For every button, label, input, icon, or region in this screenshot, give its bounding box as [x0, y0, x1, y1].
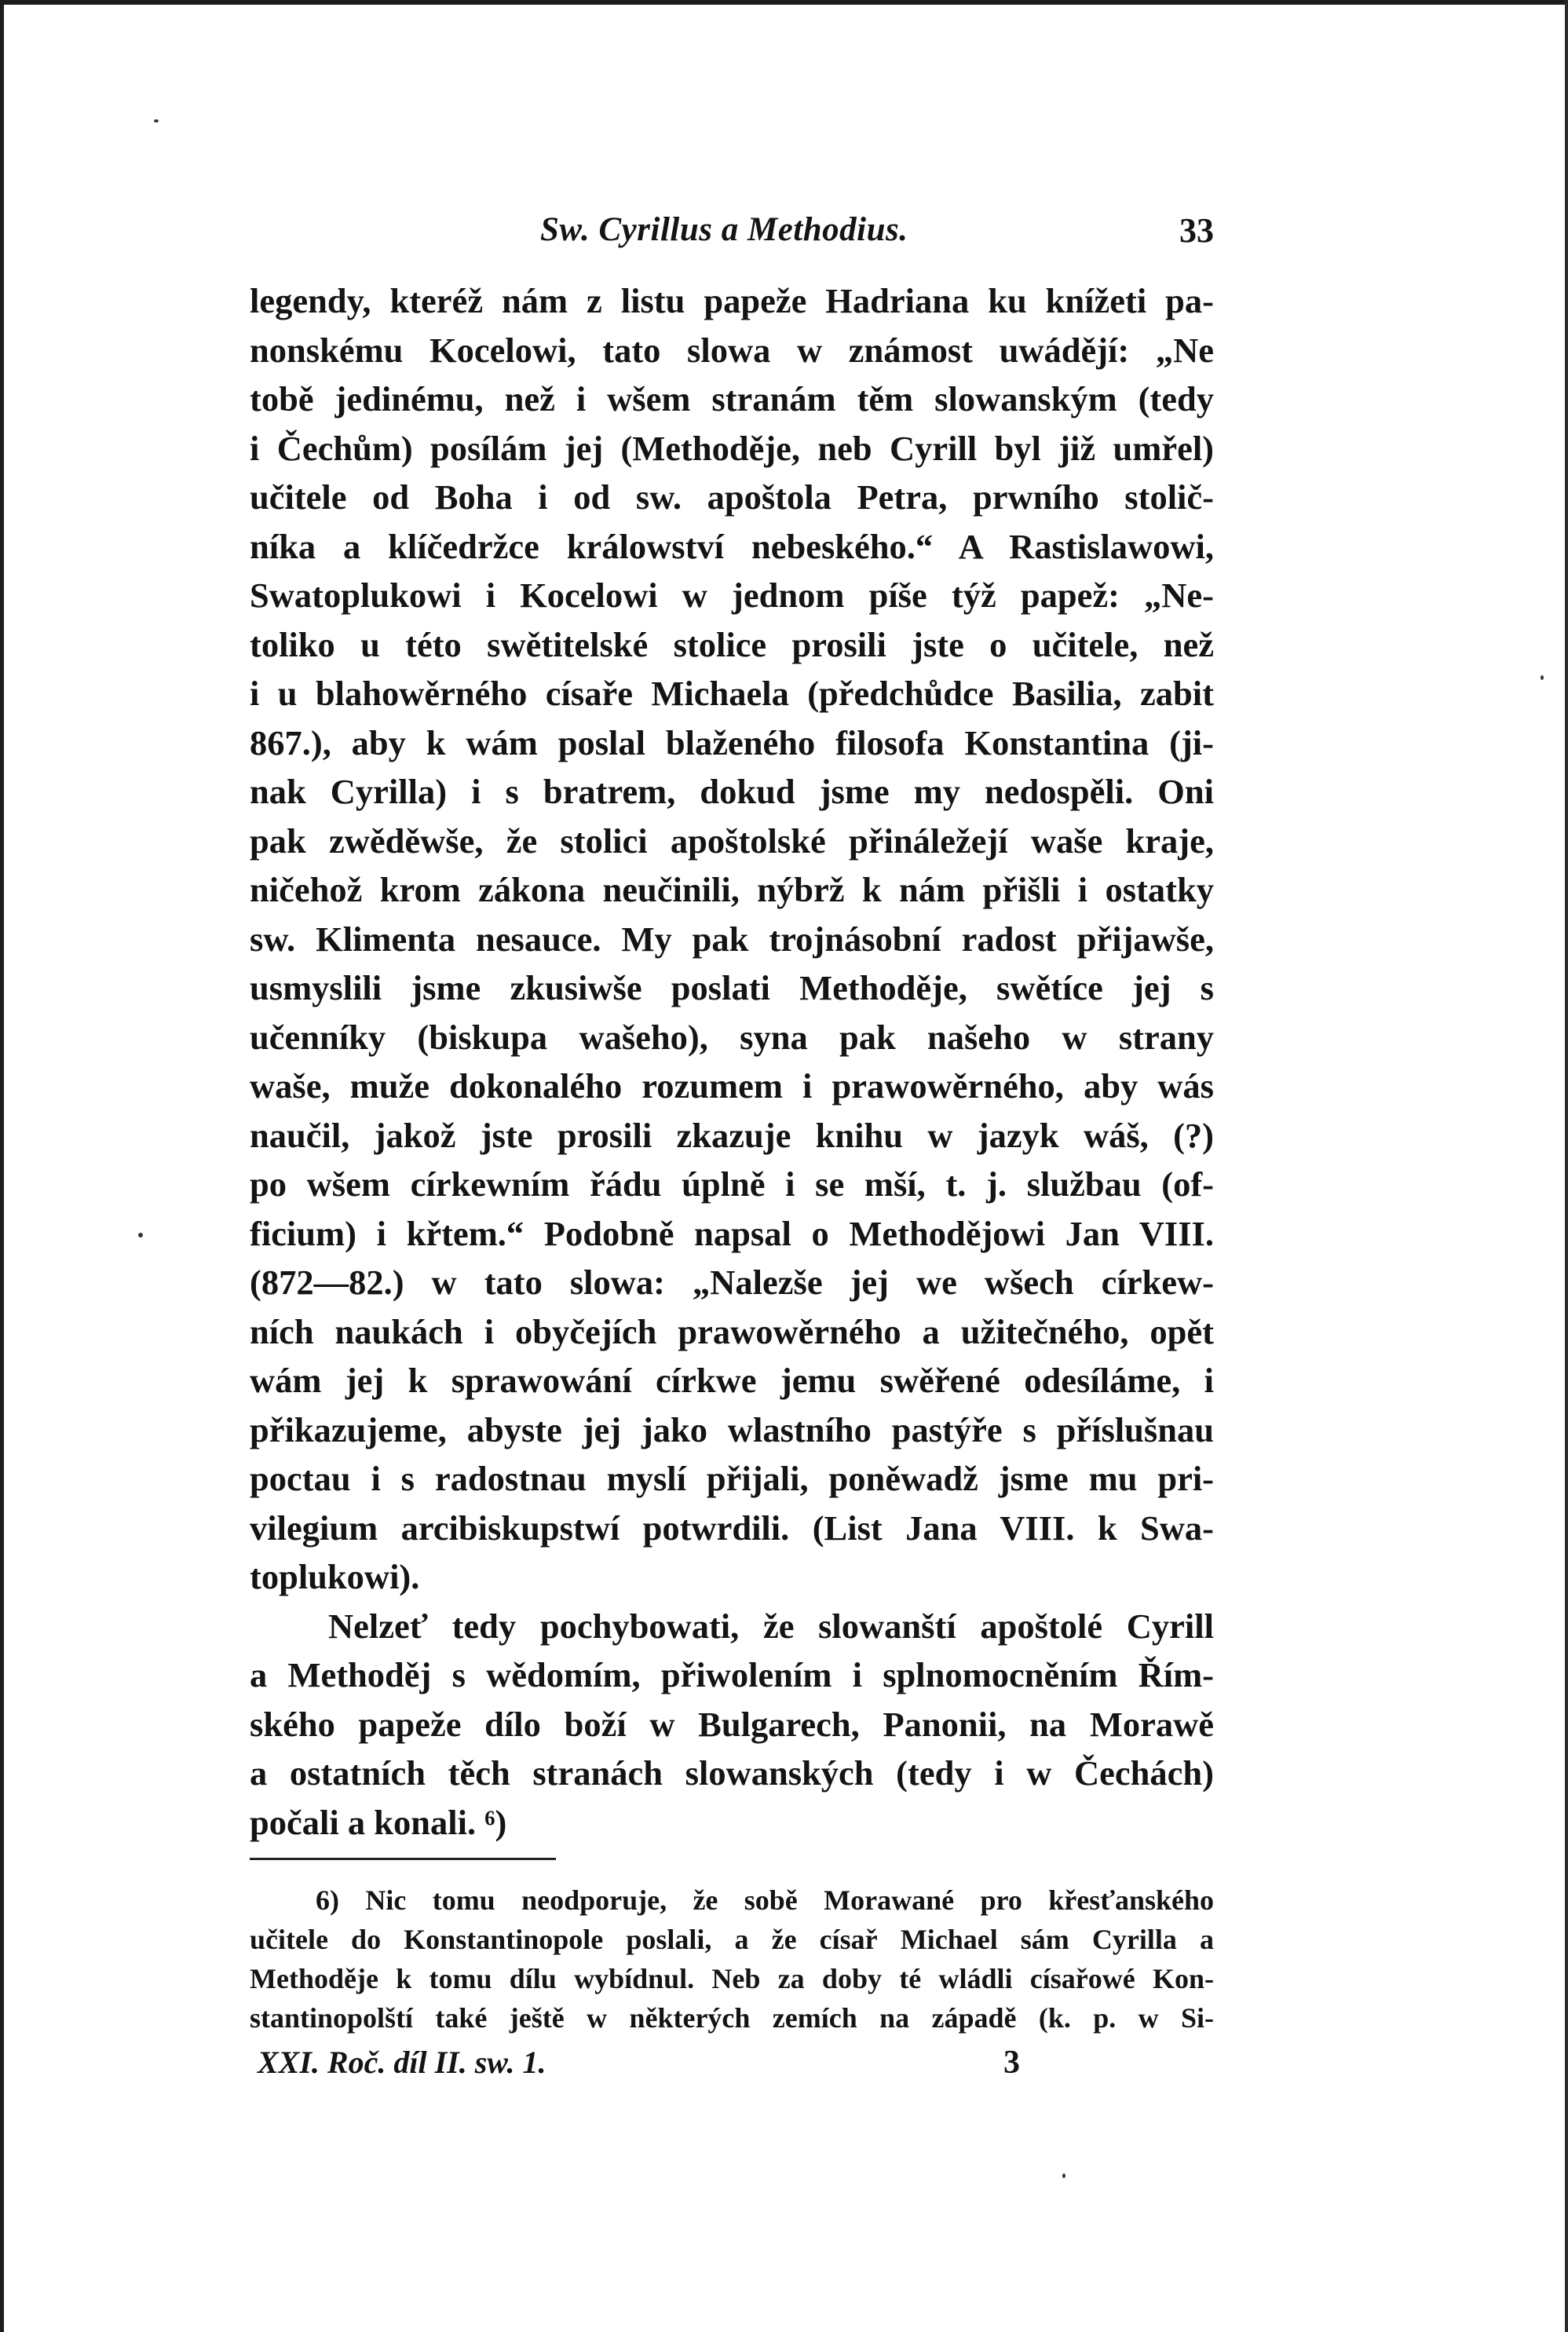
- text-line: a ostatních těch stranách slowanských (tedy i w Čechách): [250, 1753, 1214, 1793]
- scan-speck: [138, 1233, 143, 1237]
- scan-speck: [1062, 2173, 1065, 2178]
- text-line: ského papeže dílo boží w Bulgarech, Panonii, na Morawě: [250, 1704, 1214, 1744]
- text-line: učenníky (biskupa wašeho), syna pak našeho w strany: [250, 1017, 1214, 1057]
- text-line: i Čechům) posílám jej (Methoděje, neb Cyrill byl již umřel): [250, 428, 1214, 468]
- scan-edge-top: [0, 0, 1568, 5]
- text-line: wám jej k sprawowání církwe jemu swěřené odesíláme, i: [250, 1361, 1214, 1400]
- footnote-line: stantinopolští také ještě w některých zemích na západě (k. p. w Si-: [250, 2002, 1214, 2034]
- main-text: [250, 276, 1214, 1847]
- text-line: ničehož krom zákona neučinili, nýbrž k nám přišli i ostatky: [250, 870, 1214, 909]
- signature-line: [250, 2041, 1214, 2088]
- text-line: vilegium arcibiskupstwí potwrdili. (List Jana VIII. k Swa-: [250, 1508, 1214, 1548]
- text-line: přikazujeme, abyste jej jako wlastního pastýře s příslušnau: [250, 1409, 1214, 1449]
- footnotes: [250, 1881, 1214, 2038]
- text-line: počali a konali. ⁶): [250, 1802, 507, 1842]
- footnote-divider: [250, 1858, 556, 1860]
- text-line: usmyslili jsme zkusiwše poslati Methoděje, swětíce jej s: [250, 968, 1214, 1007]
- text-line: pak zwěděwše, že stolici apoštolské přináležejí waše kraje,: [250, 821, 1214, 861]
- text-line: 867.), aby k wám poslal blaženého filosofa Konstantina (ji-: [250, 722, 1214, 762]
- text-line: a Methoděj s wědomím, přiwolením i splnomocněním Řím-: [250, 1655, 1214, 1694]
- text-line: (872—82.) w tato slowa: „Nalezše jej we wšech církew-: [250, 1263, 1214, 1302]
- text-line: Nelzeť tedy pochybowati, že slowanští apoštolé Cyrill: [328, 1606, 1214, 1646]
- running-head: [250, 204, 1214, 251]
- book-page: [250, 204, 1214, 2088]
- page-number: 33: [1179, 211, 1214, 250]
- scan-speck: [154, 119, 159, 122]
- text-line: níka a klíčedržce králowství nebeského.“ A Rastislawowi,: [250, 526, 1214, 566]
- text-line: nak Cyrilla) i s bratrem, dokud jsme my nedospěli. Oni: [250, 772, 1214, 811]
- running-head-title: Sw. Cyrillus a Methodius.: [540, 211, 908, 248]
- text-line: poctau i s radostnau myslí přijali, poněwadž jsme mu pri-: [250, 1459, 1214, 1498]
- text-line: učitele od Boha i od sw. apoštola Petra, prwního stolič-: [250, 477, 1214, 517]
- signature-mark: XXI. Roč. díl II. sw. 1.: [258, 2045, 546, 2080]
- text-line: ficium) i křtem.“ Podobně napsal o Methodějowi Jan VIII.: [250, 1213, 1214, 1253]
- text-line: toplukowi).: [250, 1557, 420, 1596]
- text-line: naučil, jakož jste prosili zkazuje knihu w jazyk wáš, (?): [250, 1115, 1214, 1155]
- signature-number: 3: [1003, 2045, 1020, 2081]
- text-line: toliko u této swětitelské stolice prosili jste o učitele, než: [250, 624, 1214, 664]
- scan-edge-right: [1565, 0, 1568, 2332]
- footnote-line: učitele do Konstantinopole poslali, a že císař Michael sám Cyrilla a: [250, 1924, 1214, 1955]
- text-line: tobě jedinému, než i wšem stranám těm slowanským (tedy: [250, 379, 1214, 419]
- text-line: ních naukách i obyčejích prawowěrného a užitečného, opět: [250, 1311, 1214, 1351]
- footnote-line: Methoděje k tomu dílu wybídnul. Neb za doby té wládli císařowé Kon-: [250, 1963, 1214, 1994]
- footnote-line: 6) Nic tomu neodporuje, že sobě Morawané pro křesťanského: [316, 1884, 1214, 1916]
- text-line: nonskému Kocelowi, tato slowa w známost uwádějí: „Ne: [250, 330, 1214, 370]
- text-line: Swatoplukowi i Kocelowi w jednom píše týž papež: „Ne-: [250, 576, 1214, 615]
- text-line: po wšem církewním řádu úplně i se mší, t. j. službau (of-: [250, 1164, 1214, 1204]
- scan-speck: [1541, 675, 1544, 680]
- text-line: legendy, kteréž nám z listu papeže Hadriana ku knížeti pa-: [250, 281, 1214, 320]
- text-line: waše, muže dokonalého rozumem i prawowěrného, aby wás: [250, 1066, 1214, 1106]
- scan-edge-left: [0, 0, 4, 2332]
- text-line: sw. Klimenta nesauce. My pak trojnásobní radost přijawše,: [250, 919, 1214, 959]
- text-line: i u blahowěrného císaře Michaela (předchůdce Basilia, zabit: [250, 674, 1214, 713]
